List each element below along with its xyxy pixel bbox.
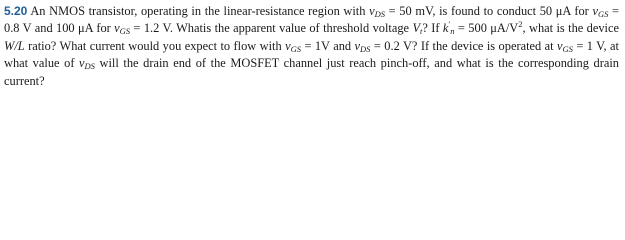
subscript-gs: GS (597, 9, 609, 19)
problem-text-3: = 0.8 V and 100 μA for (4, 4, 619, 36)
problem-text-5: ? If (422, 21, 443, 36)
problem-text-2: = 50 mV, is found to conduct 50 μA for (385, 4, 593, 18)
exponent-2: 2 (518, 19, 523, 30)
var-v: v (79, 56, 85, 71)
subscript-n: n (450, 26, 455, 37)
var-v: v (354, 38, 361, 53)
subscript-ds: DS (360, 43, 371, 54)
subscript-gs: GS (119, 26, 131, 37)
problem-text-9: = 1V and (301, 38, 355, 53)
var-v: v (592, 4, 598, 18)
prime-mark: ′ (448, 19, 451, 30)
var-k: k (442, 21, 449, 36)
var-v: v (557, 38, 563, 53)
problem-number: 5.20 (4, 4, 28, 18)
problem-text-4: = 1.2 V. Whatis the apparent value of threshold voltage (130, 21, 413, 36)
problem-text-12: will the drain end of the MOSFET channel just reach pinch-off, and what is the corresponding drain current? (4, 56, 619, 88)
problem-text-7: , what is the device (522, 21, 619, 36)
subscript-gs: GS (562, 43, 573, 54)
problem-text-1: An NMOS transistor, operating in the linear-resistance region with (30, 4, 370, 18)
var-threshold-v: V (412, 21, 421, 36)
var-w-over-l: W/L (4, 38, 25, 53)
subscript-ds: DS (84, 61, 95, 72)
problem-text-10: = 0.2 V? If the device is operated at (370, 38, 558, 53)
problem-text-8: ratio? What current would you expect to flow with (24, 38, 286, 53)
problem-text-11: = 1 V, at what value of (4, 38, 619, 71)
problem-page (0, 0, 625, 105)
var-v: v (114, 21, 120, 36)
problem-5-20 (4, 3, 619, 90)
problem-text-6: = 500 μA/V (454, 21, 519, 36)
var-v: v (285, 38, 291, 53)
var-v: v (369, 4, 375, 18)
process-transconductance-symbol (443, 20, 455, 37)
subscript-gs: GS (290, 43, 302, 54)
subscript-t: t (420, 26, 423, 37)
subscript-ds: DS (374, 9, 385, 19)
